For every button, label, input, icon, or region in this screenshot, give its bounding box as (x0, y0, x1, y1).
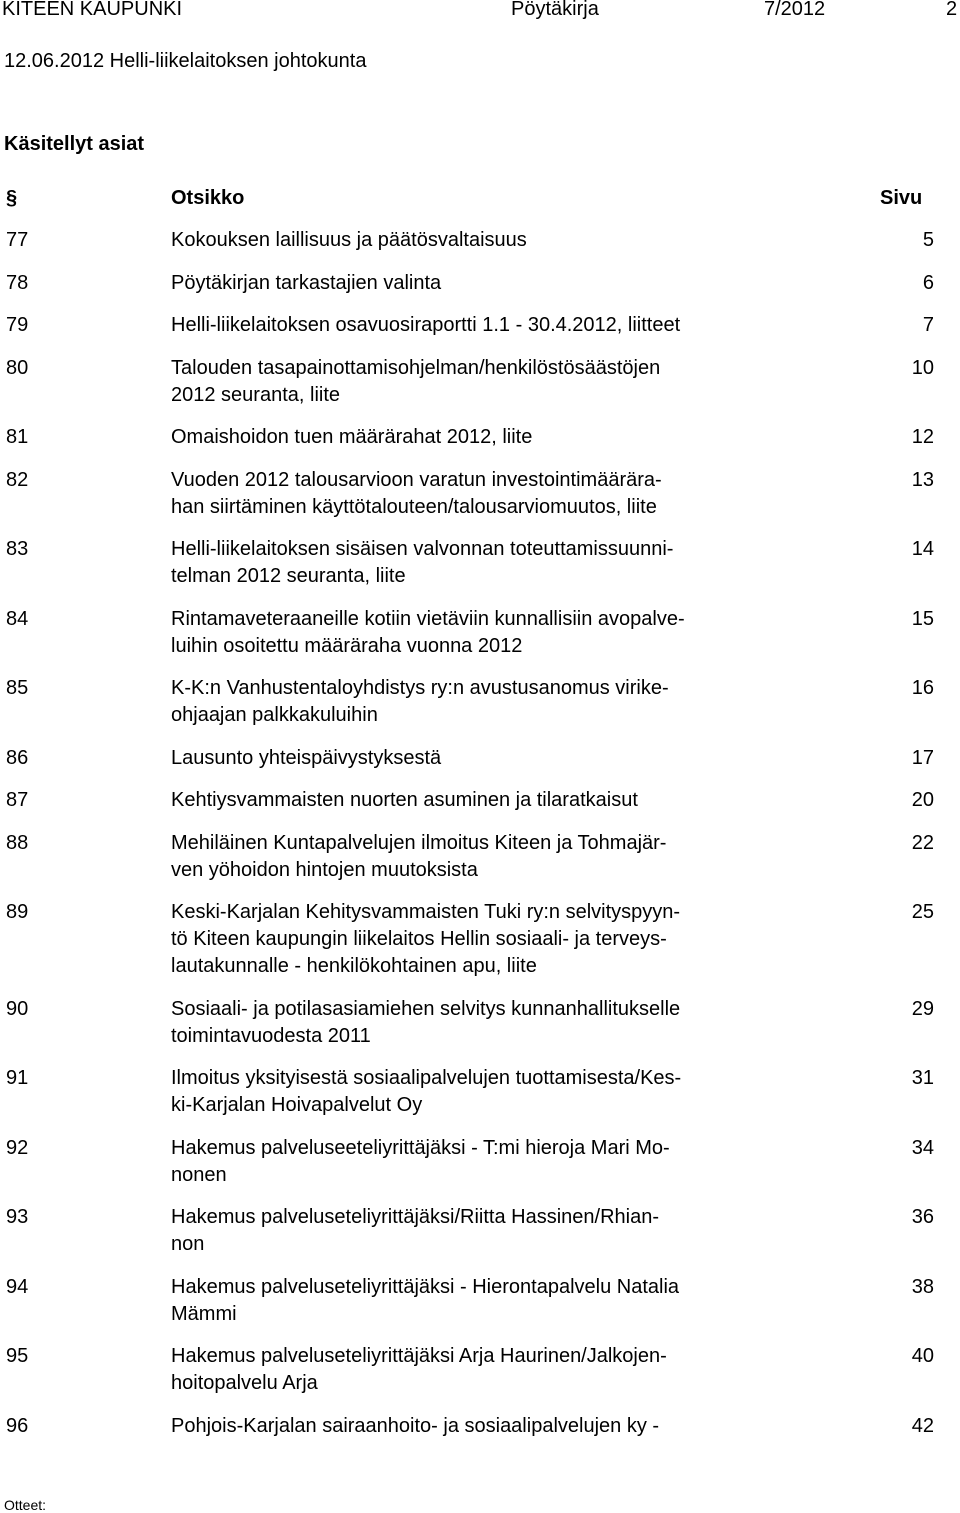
section-mark-heading: § (6, 187, 18, 209)
agenda-item-title: Kehtiysvammaisten nuorten asuminen ja tilaratkaisut (171, 789, 638, 811)
agenda-item-title: Talouden tasapainottamisohjelman/henkilöstösäästöjen 2012 seuranta, liite (171, 356, 661, 406)
agenda-item-row (0, 1343, 960, 1397)
agenda-item-number: 92 (6, 1136, 29, 1159)
page-number: 2 (946, 0, 958, 20)
agenda-item-row (0, 899, 960, 980)
agenda-item-title: Helli-liikelaitoksen sisäisen valvonnan toteuttamissuunni- telman 2012 seuranta, liite (171, 538, 674, 587)
agenda-item-row (0, 1413, 960, 1440)
document-number: 7/2012 (764, 0, 826, 20)
agenda-item-row (0, 606, 960, 660)
agenda-item-page: 15 (911, 607, 934, 630)
agenda-item-number: 77 (6, 229, 29, 251)
agenda-item-page: 36 (911, 1206, 934, 1228)
agenda-item-title: Pohjois-Karjalan sairaanhoito- ja sosiaalipalvelujen ky - (171, 1414, 660, 1437)
agenda-item-number: 94 (6, 1275, 29, 1298)
agenda-item-title: Lausunto yhteispäivystyksestä (171, 746, 442, 769)
agenda-item-title: Omaishoidon tuen määrärahat 2012, liite (171, 426, 533, 448)
agenda-item-number: 81 (6, 426, 29, 448)
agenda-item-row (0, 1274, 960, 1328)
agenda-item-page: 31 (911, 1067, 934, 1089)
agenda-item-row (0, 745, 960, 772)
agenda-item-page: 20 (911, 789, 934, 811)
agenda-item-number: 93 (6, 1206, 29, 1228)
agenda-item-page: 5 (922, 229, 934, 251)
organization-name: KITEEN KAUPUNKI (2, 0, 183, 20)
agenda-item-page: 16 (911, 677, 934, 699)
agenda-item-number: 89 (6, 901, 29, 923)
agenda-item-page: 29 (911, 997, 934, 1020)
agenda-item-number: 85 (6, 677, 29, 699)
agenda-item-page: 22 (911, 831, 934, 854)
agenda-item-page: 13 (911, 468, 934, 491)
agenda-item-title: Helli-liikelaitoksen osavuosiraportti 1.1 - 30.4.2012, liitteet (171, 314, 681, 336)
agenda-item-page: 14 (911, 538, 934, 560)
agenda-item-title: Pöytäkirjan tarkastajien valinta (171, 271, 442, 294)
column-heading-page: Sivu (880, 187, 923, 209)
agenda-item-number: 79 (6, 314, 29, 336)
section-title: Käsitellyt asiat (4, 133, 145, 155)
agenda-item-page: 34 (911, 1136, 934, 1159)
agenda-item-number: 96 (6, 1414, 29, 1437)
agenda-item-page: 25 (911, 901, 934, 923)
agenda-item-title: K-K:n Vanhustentaloyhdistys ry:n avustusanomus virike- ohjaajan palkkakuluihin (171, 677, 669, 726)
agenda-item-row (0, 830, 960, 884)
agenda-item-title: Ilmoitus yksityisestä sosiaalipalvelujen tuottamisesta/Kes- ki-Karjalan Hoivapalvelut Oy (171, 1067, 682, 1116)
document-type: Pöytäkirja (511, 0, 599, 20)
agenda-item-page: 7 (922, 314, 934, 336)
agenda-item-title: Hakemus palveluseteliyrittäjäksi Arja Haurinen/Jalkojen- hoitopalvelu Arja (171, 1345, 667, 1394)
agenda-item-page: 10 (911, 356, 934, 379)
agenda-item-row (0, 312, 960, 339)
footer-label: Otteet: (4, 1497, 47, 1513)
agenda-item-title: Hakemus palveluseteliyrittäjäksi - Hierontapalvelu Natalia Mämmi (171, 1275, 680, 1325)
agenda-item-title: Hakemus palveluseeteliyrittäjäksi - T:mi hieroja Mari Mo- nonen (171, 1136, 670, 1186)
agenda-item-number: 90 (6, 997, 29, 1020)
agenda-item-number: 80 (6, 356, 29, 379)
agenda-item-title: Rintamaveteraaneille kotiin vietäviin kunnallisiin avopalve- luihin osoitettu määräraha vuonna 2012 (171, 607, 685, 657)
agenda-item-row (0, 536, 960, 590)
agenda-item-title: Keski-Karjalan Kehitysvammaisten Tuki ry:n selvityspyyn- tö Kiteen kaupungin liikelaitos Hellin sosiaali- ja terveys- lautakunnalle - henkilökohtainen apu, liite (171, 901, 681, 977)
agenda-item-page: 42 (911, 1414, 934, 1437)
agenda-item-row (0, 1135, 960, 1189)
agenda-item-number: 86 (6, 746, 29, 769)
agenda-item-page: 6 (922, 271, 934, 294)
agenda-item-title: Hakemus palveluseteliyrittäjäksi/Riitta Hassinen/Rhian- non (171, 1206, 659, 1255)
agenda-item-row (0, 227, 960, 254)
agenda-item-row (0, 355, 960, 409)
agenda-item-number: 84 (6, 607, 29, 630)
meeting-line: 12.06.2012 Helli-liikelaitoksen johtokunta (4, 50, 367, 72)
agenda-item-title: Mehiläinen Kuntapalvelujen ilmoitus Kiteen ja Tohmajär- ven yöhoidon hintojen muutoksista (171, 831, 667, 881)
agenda-item-number: 83 (6, 538, 29, 560)
agenda-item-row (0, 270, 960, 297)
page-header (0, 0, 960, 23)
agenda-item-row (0, 996, 960, 1050)
agenda-item-row (0, 424, 960, 451)
agenda-item-number: 88 (6, 831, 29, 854)
agenda-item-number: 82 (6, 468, 29, 491)
column-heading-title: Otsikko (171, 187, 245, 209)
agenda-item-title: Kokouksen laillisuus ja päätösvaltaisuus (171, 229, 527, 251)
agenda-item-row (0, 675, 960, 729)
agenda-item-page: 38 (911, 1275, 934, 1298)
agenda-item-number: 87 (6, 789, 29, 811)
agenda-item-row (0, 1065, 960, 1119)
agenda-item-page: 12 (911, 426, 934, 448)
agenda-item-row (0, 787, 960, 814)
agenda-item-number: 78 (6, 271, 29, 294)
agenda-item-number: 95 (6, 1345, 29, 1367)
agenda-item-page: 40 (911, 1345, 934, 1367)
agenda-item-number: 91 (6, 1067, 29, 1089)
agenda-item-row (0, 467, 960, 521)
agenda-item-list (0, 227, 960, 1455)
agenda-item-title: Vuoden 2012 talousarvioon varatun investointimäärära- han siirtäminen käyttötalouteen/talousarviomuutos, liite (171, 468, 662, 518)
agenda-item-row (0, 1204, 960, 1258)
agenda-item-page: 17 (911, 746, 934, 769)
agenda-item-title: Sosiaali- ja potilasasiamiehen selvitys kunnanhallitukselle toimintavuodesta 2011 (171, 997, 681, 1047)
